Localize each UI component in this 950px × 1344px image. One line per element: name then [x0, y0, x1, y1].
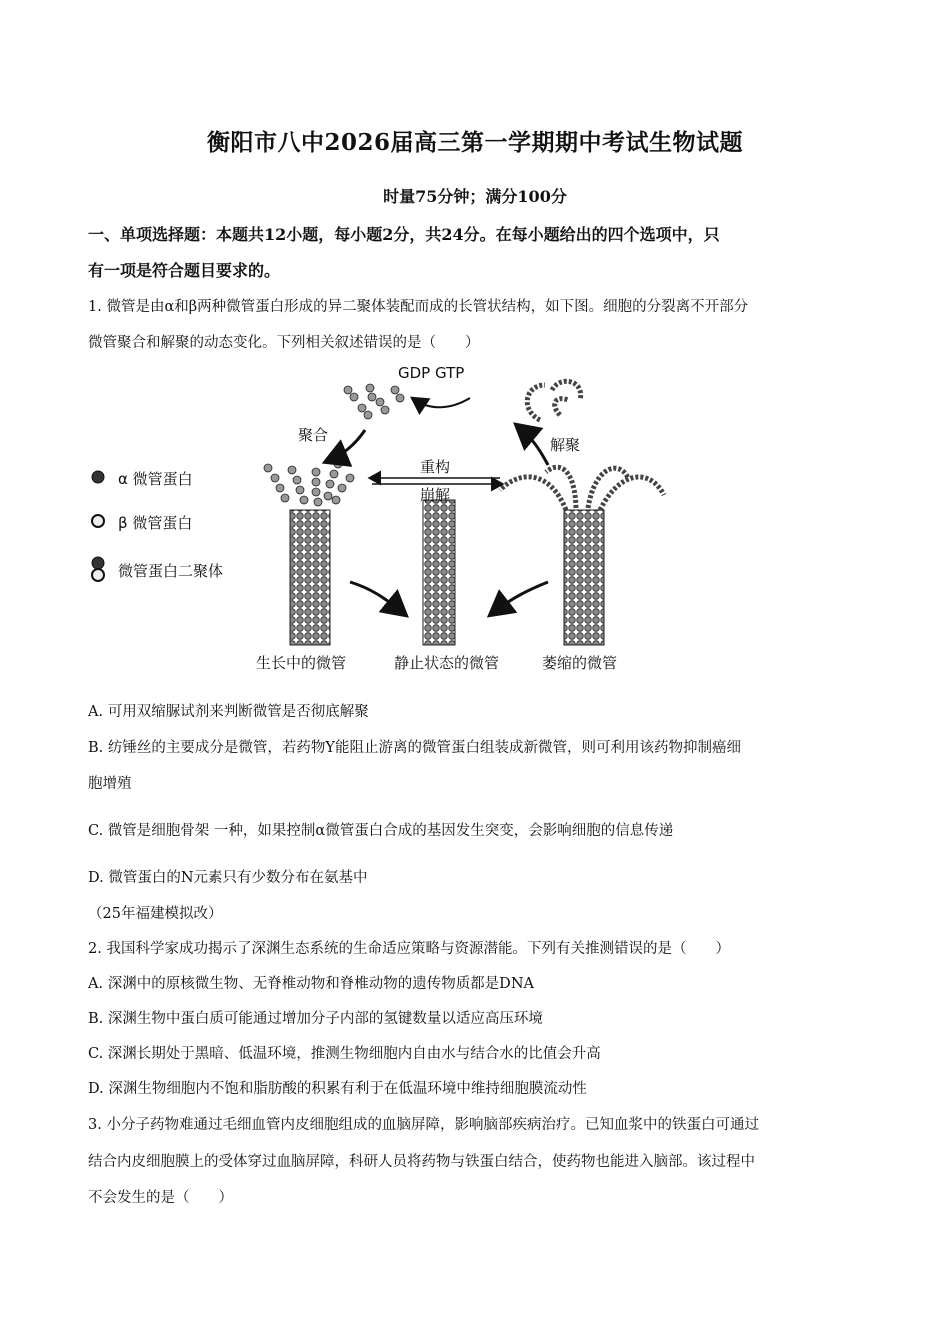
static-microtubule [423, 500, 455, 645]
rebuild-label: 重构 [420, 458, 451, 476]
section-heading-line1: 一、单项选择题：本题共12小题，每小题2分，共24分。在每小题给出的四个选项中，只 [88, 225, 720, 244]
polymerize-arrow [330, 430, 365, 460]
q3-stem-line2: 结合内皮细胞膜上的受体穿过血脑屏障，科研人员将药物与铁蛋白结合，使药物也能进入脑部。该过程中 [88, 1154, 755, 1170]
q3-stem-line3: 不会发生的是（ ） [88, 1190, 233, 1206]
depolymerize-arrow [520, 428, 548, 465]
free-dimers-left [344, 384, 404, 419]
q1-option-b-line1: B. 纺锤丝的主要成分是微管，若药物Y能阻止游离的微管蛋白组装成新微管，则可利用该药物抑制癌细 [88, 740, 741, 756]
section-heading-line2: 有一项是符合题目要求的。 [88, 261, 281, 280]
q1-source-note: （25年福建模拟改） [88, 906, 223, 922]
q2-option-d: D. 深渊生物细胞内不饱和脂肪酸的积累有利于在低温环境中维持细胞膜流动性 [88, 1081, 587, 1097]
alpha-tubulin-icon [92, 471, 104, 483]
q3-stem-line1: 3. 小分子药物难通过毛细血管内皮细胞组成的血脑屏障，影响脑部疾病治疗。已知血浆中的铁蛋白可通过 [88, 1117, 759, 1133]
q1-option-c: C. 微管是细胞骨架 一种，如果控制α微管蛋白合成的基因发生突变，会影响细胞的信息传递 [88, 823, 674, 839]
growing-tip-dimers [264, 460, 354, 506]
dimer-icon-top [92, 557, 104, 569]
q1-option-a: A. 可用双缩脲试剂来判断微管是否彻底解聚 [88, 704, 369, 720]
q1-option-d: D. 微管蛋白的N元素只有少数分布在氨基中 [88, 870, 368, 886]
q1-option-b-line2: 胞增殖 [88, 776, 132, 792]
microtubule-diagram [80, 360, 680, 680]
legend-alpha: α 微管蛋白 [118, 470, 193, 488]
legend-dimer: 微管蛋白二聚体 [118, 562, 224, 580]
beta-tubulin-icon [92, 515, 104, 527]
dimer-icon-bottom [92, 569, 104, 581]
caption-static: 静止状态的微管 [394, 654, 500, 672]
page-title: 衡阳市八中2026届高三第一学期期中考试生物试题 [206, 129, 743, 156]
q2-option-a: A. 深渊中的原核微生物、无脊椎动物和脊椎动物的遗传物质都是DNA [88, 976, 534, 992]
q2-stem: 2. 我国科学家成功揭示了深渊生态系统的生命适应策略与资源潜能。下列有关推测错误的是（ ） [88, 941, 730, 957]
depolymerize-label: 解聚 [550, 436, 581, 454]
collapse-label: 崩解 [420, 486, 451, 504]
polymerize-label: 聚合 [298, 426, 329, 444]
exam-info: 时量75分钟；满分100分 [383, 187, 567, 206]
caption-growing: 生长中的微管 [256, 654, 347, 672]
q2-option-c: C. 深渊长期处于黑暗、低温环境，推测生物细胞内自由水与结合水的比值会升高 [88, 1046, 601, 1062]
q1-stem-line2: 微管聚合和解聚的动态变化。下列相关叙述错误的是（ ） [88, 335, 480, 351]
shrinking-microtubule [564, 510, 604, 645]
q2-option-b: B. 深渊生物中蛋白质可能通过增加分子内部的氢键数量以适应高压环境 [88, 1011, 543, 1027]
caption-shrinking: 萎缩的微管 [542, 654, 618, 672]
free-protofilaments-right [527, 381, 580, 420]
cycle-arrow-left [350, 582, 402, 612]
gdp-gtp-label: GDP GTP [398, 364, 465, 382]
cycle-arrow-right [494, 582, 548, 612]
shrinking-frayed-ends [500, 467, 664, 510]
q1-stem-line1: 1. 微管是由α和β两种微管蛋白形成的异二聚体装配而成的长管状结构，如下图。细胞的分裂离不开部分 [88, 299, 749, 315]
gdp-gtp-arrow [415, 398, 470, 407]
legend-beta: β 微管蛋白 [118, 514, 193, 532]
growing-microtubule [290, 510, 330, 645]
